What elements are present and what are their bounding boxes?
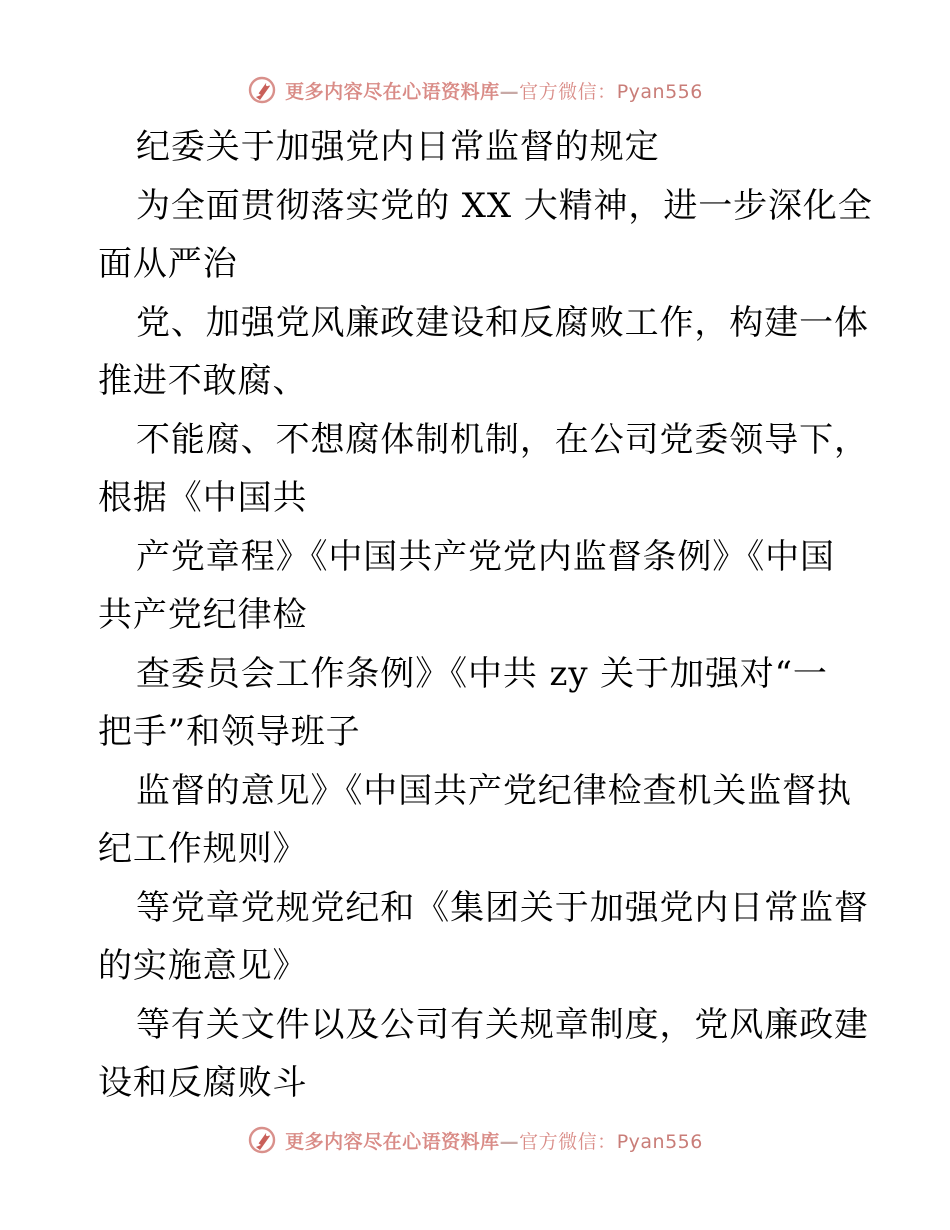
paragraph-line: 查委员会工作条例》《中共 zy 关于加强对“一 [136, 653, 828, 694]
watermark-text [285, 77, 703, 104]
paragraph-line: 纪工作规则》 [98, 829, 308, 869]
watermark-dash: — [499, 80, 520, 103]
paragraph-line: 设和反腐败斗 [98, 1063, 308, 1103]
watermark-banner-bottom [0, 1120, 950, 1160]
watermark-main: 更多内容尽在心语资料库 [285, 1130, 500, 1153]
paragraph-line: 监督的意见》《中国共产党纪律检查机关监督执 [136, 770, 852, 811]
paragraph-line: 等党章党规党纪和《集团关于加强党内日常监督 [136, 887, 869, 928]
paragraph-line: 共产党纪律检 [98, 595, 308, 635]
pen-nib-circle-icon [247, 75, 277, 105]
paragraph-line: 产党章程》《中国共产党党内监督条例》《中国 [136, 536, 835, 577]
paragraph-line: 等有关文件以及公司有关规章制度，党风廉政建 [136, 1004, 869, 1045]
paragraph-line: 面从严治 [98, 244, 238, 284]
watermark-dash: — [499, 1130, 520, 1153]
paragraph-line: 推进不敢腐、 [98, 361, 308, 401]
watermark-banner-top [0, 70, 950, 110]
paragraph-line: 把手”和领导班子 [98, 712, 361, 752]
paragraph-line: 为全面贯彻落实党的 XX 大精神，进一步深化全 [136, 185, 873, 226]
paragraph-line: 党、加强党风廉政建设和反腐败工作，构建一体 [136, 302, 869, 343]
pen-nib-circle-icon [247, 1125, 277, 1155]
watermark-wechat-label: 官方微信： [519, 80, 617, 103]
paragraph-line: 的实施意见》 [98, 946, 308, 986]
watermark-handle: Pyan556 [616, 1130, 703, 1153]
watermark-wechat-label: 官方微信： [519, 1130, 617, 1153]
document-title: 纪委关于加强党内日常监督的规定 [136, 127, 660, 167]
watermark-text [285, 1127, 703, 1154]
watermark-handle: Pyan556 [616, 80, 703, 103]
watermark-main: 更多内容尽在心语资料库 [285, 80, 500, 103]
paragraph-line: 不能腐、不想腐体制机制，在公司党委领导下， [136, 419, 869, 460]
document-body [98, 118, 873, 1113]
paragraph-line: 根据《中国共 [98, 478, 308, 518]
